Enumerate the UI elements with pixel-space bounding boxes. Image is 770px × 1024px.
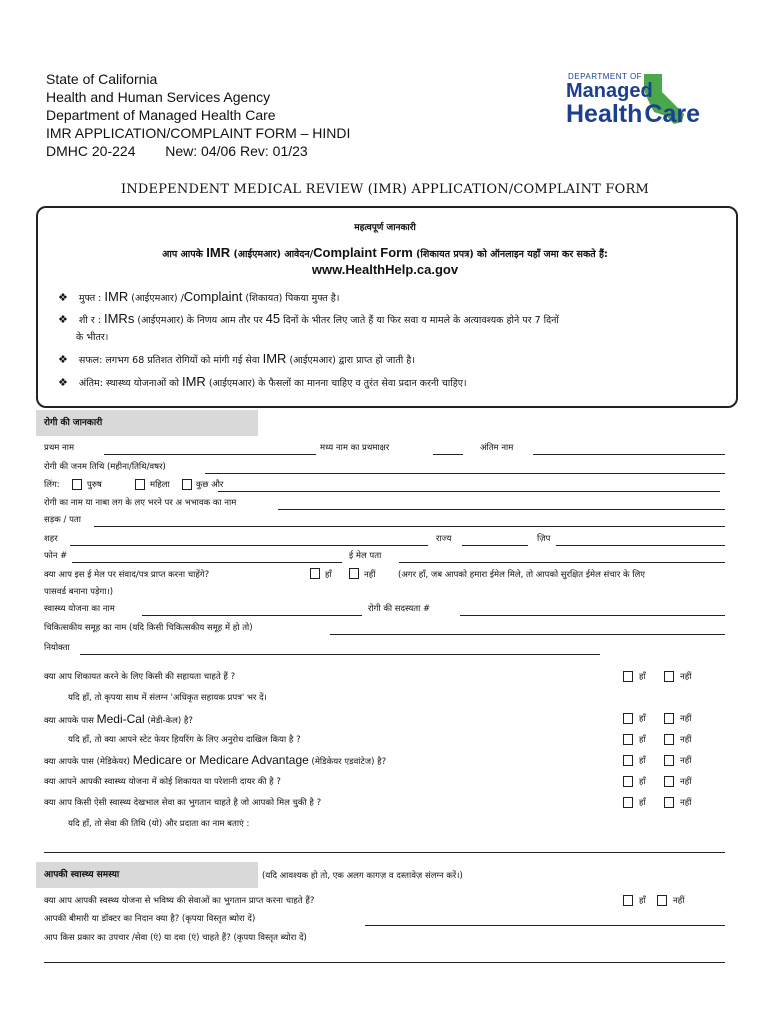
yes-label: हाँ <box>639 756 646 766</box>
treatment-field[interactable] <box>44 962 725 963</box>
q-treatment: आप किस प्रकार का उपचार /सेवा (एं) या दवा (एं) चाहते हैं? (कृपया विस्तृत ब्योरा दें) <box>44 933 307 943</box>
health-problem-note: (यदि आवश्यक हो तो, एक अलग कागज़ व दस्तावेज़ संलग्न करें।) <box>262 871 463 881</box>
email-note: (अगर हाँ, जब आपको हमारा ईमेल मिले, तो आपको सुरक्षित ईमेल संचार के लिए <box>398 570 645 580</box>
diagnosis-field[interactable] <box>365 925 725 926</box>
bullet-label: सफल: <box>78 355 103 366</box>
email-yes-label: हाँ <box>325 570 332 580</box>
q-assistance-yes-checkbox[interactable] <box>623 671 633 682</box>
q-assistance-no-checkbox[interactable] <box>664 671 674 682</box>
q-payment-yes-checkbox[interactable] <box>623 797 633 808</box>
employer-field[interactable] <box>80 654 600 655</box>
plan-name-field[interactable] <box>142 615 362 616</box>
q-future-services-no-checkbox[interactable] <box>657 895 667 906</box>
bullet-label: अंतिम: <box>78 378 103 389</box>
q-payment-followup: यदि हाँ, तो सेवा की तिथि (यो) और प्रदाता का नाम बताएं : <box>68 819 250 829</box>
gender-female-label: महिला <box>150 480 170 490</box>
medical-group-field[interactable] <box>330 634 725 635</box>
q-text: क्या आपके पास (मेडिकेयर) <box>44 757 131 767</box>
phone-field[interactable] <box>72 562 342 563</box>
dob-field[interactable] <box>205 473 725 474</box>
form-title: INDEPENDENT MEDICAL REVIEW (IMR) APPLICATION/COMPLAINT FORM <box>121 182 649 197</box>
online-imr: IMR <box>206 245 231 260</box>
middle-initial-label: मध्य नाम का प्रथमाक्षर <box>320 443 390 453</box>
q-fair-hearing-no-checkbox[interactable] <box>664 734 674 745</box>
bullet-free <box>58 289 339 304</box>
bullet-complaint: Complaint <box>183 289 243 304</box>
online-complaint: Complaint Form <box>313 245 413 260</box>
logo-care-text: Care <box>644 100 700 128</box>
q-medicare-yes-checkbox[interactable] <box>623 755 633 766</box>
medical-group-label: चिकित्सकीय समूह का नाम (यदि किसी चिकित्सकीय समूह में हो तो) <box>44 623 253 633</box>
guardian-field[interactable] <box>278 509 725 510</box>
dmhc-logo <box>566 72 726 132</box>
email-question: क्या आप इस ई मेल पर संवाद/पत्र प्राप्त करना चाहेंगे? <box>44 570 210 580</box>
gender-label: लिंग: <box>44 480 60 490</box>
gender-male-checkbox[interactable] <box>72 479 82 490</box>
phone-label: फोन # <box>44 551 68 561</box>
q-medical-no-checkbox[interactable] <box>664 713 674 724</box>
q-future-services-yes-checkbox[interactable] <box>623 895 633 906</box>
bullet-text: (आईएमआर) / <box>131 293 184 304</box>
online-submission-text <box>0 245 770 260</box>
diamond-bullet-icon: ❖ <box>58 291 68 304</box>
q-future-services: क्या आप आपकी स्वस्थ्य योजना से भविष्य की सेवाओं का भुगतान प्राप्त करना चाहते हैं? <box>44 896 315 906</box>
gender-other-checkbox[interactable] <box>182 479 192 490</box>
bullet-imr: IMR <box>104 289 129 304</box>
header-form-number-row <box>46 142 350 160</box>
bullet-fast <box>58 311 559 326</box>
gender-male-label: पुरुष <box>87 480 102 490</box>
yes-label: हाँ <box>639 798 646 808</box>
email-no-label: नहीं <box>364 570 376 580</box>
middle-initial-field[interactable] <box>433 454 463 455</box>
q-text: (मेडी-केल) है? <box>147 716 193 726</box>
no-label: नहीं <box>680 735 692 745</box>
no-label: नहीं <box>680 777 692 787</box>
email-no-checkbox[interactable] <box>349 568 359 579</box>
agency-header <box>46 70 350 160</box>
online-pre: आप आपके <box>162 249 203 260</box>
first-name-field[interactable] <box>104 454 316 455</box>
zip-field[interactable] <box>556 545 725 546</box>
street-label: सड़क / पता <box>44 515 81 525</box>
q-fair-hearing: यदि हाँ, तो क्या आपने स्टेट फेयर हियरिंग के लिए अनुरोध दाखिल किया है ? <box>68 735 301 745</box>
no-label: नहीं <box>680 714 692 724</box>
bullet-text: दिनों के भीतर लिए जाते हैं या फिर सवा य मामले के अत्यावश्यक होने पर 7 दिनों <box>283 315 559 326</box>
bullet-text: प्रतिशत रोगियों को मांगी गई सेवा <box>147 355 260 366</box>
email-field[interactable] <box>399 562 725 563</box>
city-label: शहर <box>44 534 58 544</box>
bullet-label: मुफ्त : <box>78 293 102 304</box>
zip-label: ज़िप <box>537 534 551 544</box>
bullet-final <box>58 374 467 389</box>
bullet-days: 45 <box>265 311 281 326</box>
healthhelp-url-link[interactable]: www.HealthHelp.ca.gov <box>311 262 459 277</box>
member-id-label: रोगी की सदस्यता # <box>368 604 431 614</box>
bullet-text: स्थास्थ्य योजनाओं को <box>105 378 179 389</box>
q-medicare <box>44 753 386 767</box>
member-id-field[interactable] <box>460 615 725 616</box>
plan-name-label: स्वास्थ्य योजना का नाम <box>44 604 115 614</box>
q-medical-yes-checkbox[interactable] <box>623 713 633 724</box>
q-medical <box>44 712 193 726</box>
important-info-heading: महत्वपूर्ण जानकारी <box>354 223 416 233</box>
email-note-cont: पासवर्ड बनाना पड़ेगा।) <box>44 587 114 597</box>
email-label: ई मेल पता <box>349 551 382 561</box>
yes-label: हाँ <box>639 714 646 724</box>
bullet-text: (आईएमआर) के फैसलों का मानना चाहिए व तुरंत सेवा प्रदान करनी चाहिए। <box>208 378 467 389</box>
bullet-percent: लगभग 68 <box>105 355 145 366</box>
gender-other-field[interactable] <box>218 491 720 492</box>
header-state: State of California <box>46 71 158 87</box>
gender-female-checkbox[interactable] <box>135 479 145 490</box>
bullet-text: (आईएमआर) द्वारा प्राप्त हो जाती है। <box>289 355 415 366</box>
q-assistance-followup: यदि हाँ, तो कृपया साथ में संलग्न 'अधिकृत सहायक प्रपत्र' भर दें। <box>68 693 267 703</box>
bullet-label: शी र : <box>78 315 101 326</box>
last-name-label: अंतिम नाम <box>480 443 514 453</box>
state-label: राज्य <box>436 534 452 544</box>
no-label: नहीं <box>680 672 692 682</box>
logo-managed-text: Managed <box>566 80 653 102</box>
q-text: (मेडिकेयर एडवांटेज) है? <box>311 757 387 767</box>
dob-label: रोगी की जनम तिथि (महीना/तिथि/वषर) <box>44 462 166 472</box>
yes-label: हाँ <box>639 735 646 745</box>
q-medicare-no-checkbox[interactable] <box>664 755 674 766</box>
diamond-bullet-icon: ❖ <box>58 353 68 366</box>
service-date-provider-field[interactable] <box>44 852 725 853</box>
q-fair-hearing-yes-checkbox[interactable] <box>623 734 633 745</box>
q-grievance-yes-checkbox[interactable] <box>623 776 633 787</box>
q-diagnosis: आपकी बीमारी या डॉक्टर का निदान क्या है? (कृपया विस्तृत ब्योरा दें) <box>44 914 256 924</box>
state-field[interactable] <box>462 545 528 546</box>
logo-health-text: Health <box>566 100 643 128</box>
guardian-label: रोगी का नाम या नाबा लग के लए भरने पर अ भभावक का नाम <box>44 498 237 508</box>
q-payment-no-checkbox[interactable] <box>664 797 674 808</box>
yes-label: हाँ <box>639 896 646 906</box>
city-field[interactable] <box>70 545 428 546</box>
bullet-imrs: IMRs <box>103 311 135 326</box>
health-problem-heading: आपकी स्वास्थ्य समस्या <box>36 862 258 888</box>
gender-other-label: कुछ और <box>196 480 224 490</box>
bullet-fast-cont: के भीतर। <box>76 332 109 343</box>
q-text: क्या आपके पास <box>44 716 94 726</box>
first-name-label: प्रथम नाम <box>44 443 75 453</box>
header-revision: New: 04/06 Rev: 01/23 <box>165 143 308 159</box>
diamond-bullet-icon: ❖ <box>58 313 68 326</box>
last-name-field[interactable] <box>533 454 725 455</box>
yes-label: हाँ <box>639 777 646 787</box>
logo-top-text: DEPARTMENT OF <box>568 72 643 81</box>
bullet-text: (शिकायत) पिकया मुफ्त है। <box>245 293 340 304</box>
header-form-title: IMR APPLICATION/COMPLAINT FORM – HINDI <box>46 125 351 141</box>
bullet-imr: IMR <box>181 374 206 389</box>
online-post: (शिकायत प्रपत्र) को ऑनलाइन यहाँ जमा कर सकते हैं: <box>416 249 608 260</box>
q-grievance-no-checkbox[interactable] <box>664 776 674 787</box>
header-form-number: DMHC 20-224 <box>46 143 136 159</box>
header-agency: Health and Human Services Agency <box>46 89 271 105</box>
bullet-text: (आईएमआर) के निणय आम तौर पर <box>137 315 263 326</box>
logo-health-care <box>566 100 700 129</box>
medi-cal-text: Medi-Cal <box>96 712 145 726</box>
q-payment: क्या आप किसी ऐसी स्वास्थ्य देखभाल सेवा का भुगतान चाहते है जो आपको मिल चुकी है ? <box>44 798 322 808</box>
no-label: नहीं <box>680 798 692 808</box>
email-yes-checkbox[interactable] <box>310 568 320 579</box>
bullet-successful <box>58 351 415 366</box>
street-field[interactable] <box>94 526 725 527</box>
no-label: नहीं <box>680 756 692 766</box>
q-grievance: क्या आपने आपकी स्वास्थ्य योजना में कोई शिकायत या परेशानी दायर की है ? <box>44 777 281 787</box>
diamond-bullet-icon: ❖ <box>58 376 68 389</box>
q-assistance: क्या आप शिकायत करने के लिए किसी की सहायता चाहते हैं ? <box>44 672 236 682</box>
medicare-text: Medicare or Medicare Advantage <box>132 753 309 767</box>
patient-info-heading: रोगी की जानकारी <box>36 410 258 436</box>
header-department: Department of Managed Health Care <box>46 107 276 123</box>
bullet-imr: IMR <box>262 351 287 366</box>
no-label: नहीं <box>673 896 685 906</box>
employer-label: नियोक्ता <box>44 643 70 653</box>
online-mid: (आईएमआर) आवेदन/ <box>233 249 314 260</box>
yes-label: हाँ <box>639 672 646 682</box>
